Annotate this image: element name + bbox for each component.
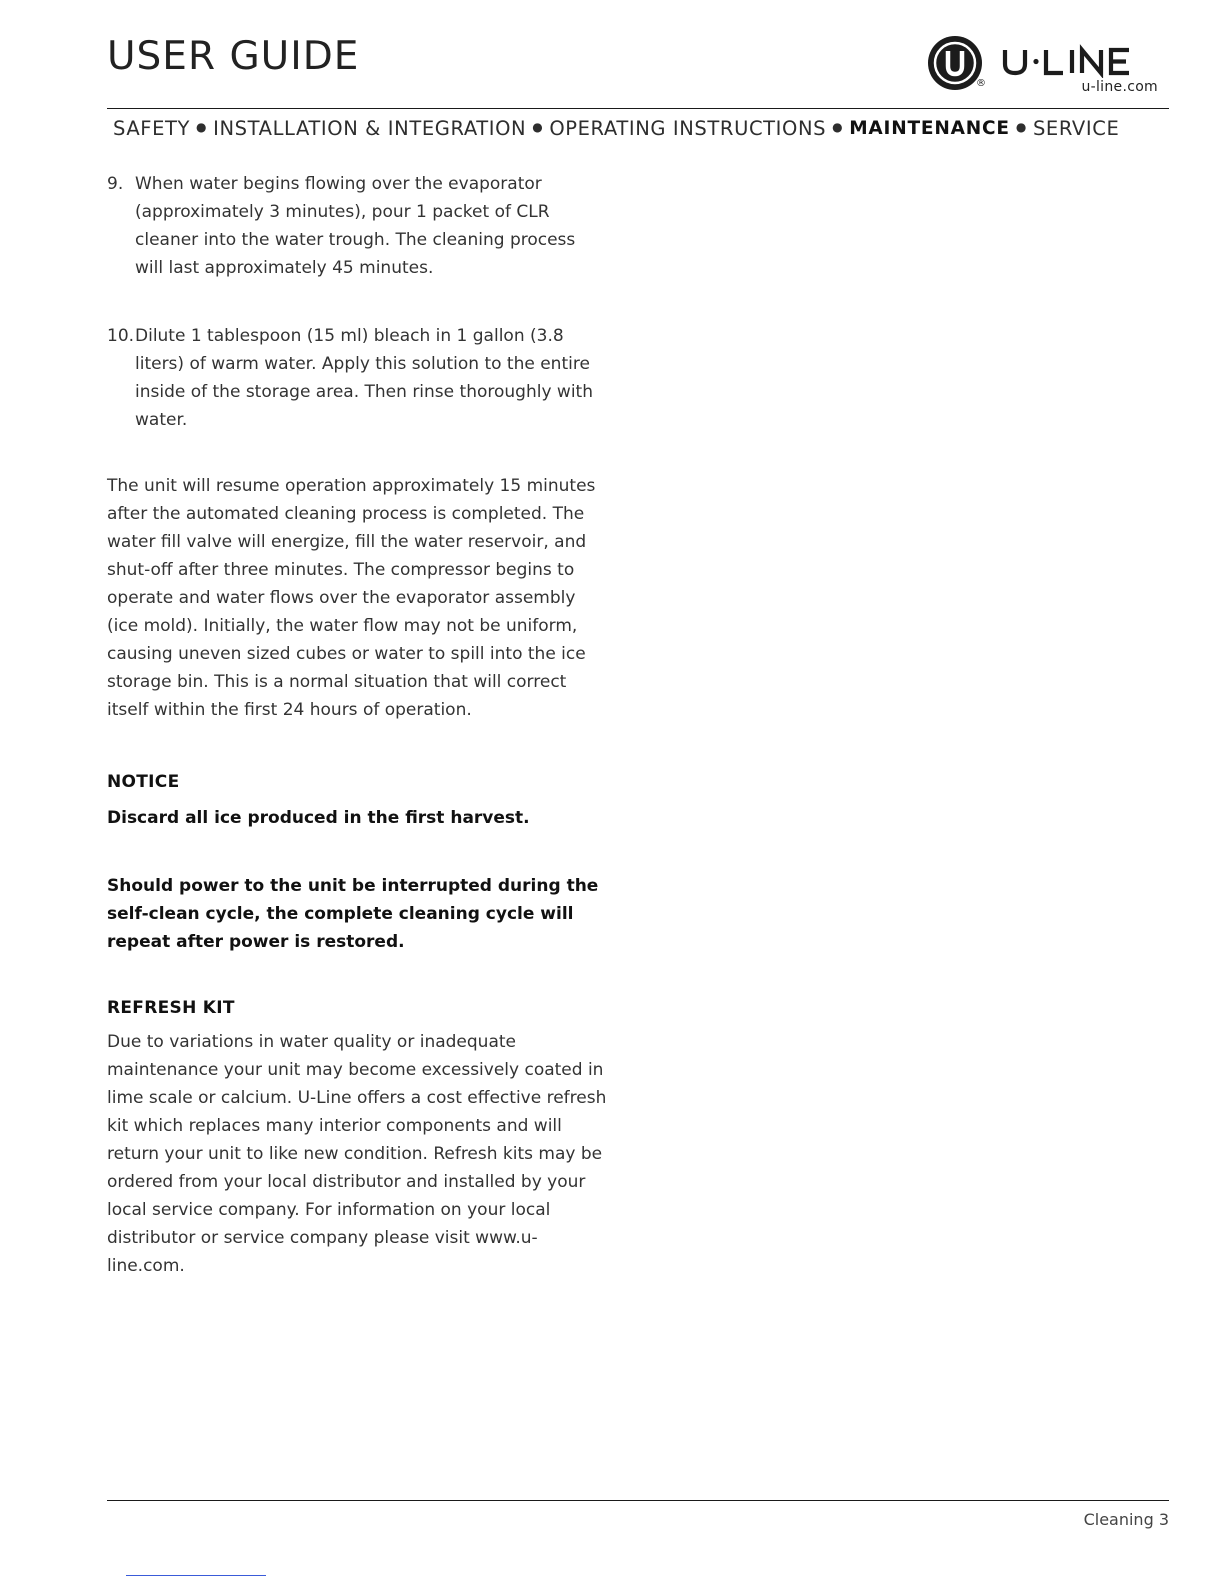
main-content: [107, 170, 607, 1280]
step-text: When water begins flowing over the evaporator (approximately 3 minutes), pour 1 packet of CLR cleaner into the water trough. The cleaning process will last approximately 45 minutes.: [135, 174, 576, 278]
step-number: 9.: [107, 174, 124, 194]
step-number: 10.: [107, 326, 135, 346]
footer-divider: [107, 1500, 1169, 1501]
notice-heading: NOTICE: [107, 772, 180, 792]
page-footer-label: Cleaning 3: [1083, 1510, 1169, 1529]
notice-discard-ice: Discard all ice produced in the first harvest.: [107, 808, 530, 828]
header-divider: [107, 108, 1169, 109]
page-title: USER GUIDE: [107, 34, 360, 79]
brand-logo[interactable]: [926, 34, 1162, 98]
refresh-kit-heading: REFRESH KIT: [107, 998, 235, 1018]
resume-operation-paragraph: The unit will resume operation approximately 15 minutes after the automated cleaning process is completed. The water fill valve will energize, fill the water reservoir, and shut-off after three minutes. The compressor begins to operate and water flows over the evaporator assembly (ice mold). Initially, the water flow may not be uniform, causing uneven sized cubes or water to spill into the ice storage bin. This is a normal situation that will correct itself within the first 24 hours of operation.: [107, 476, 596, 720]
nav-item-safety[interactable]: SAFETY: [113, 116, 191, 140]
step-text: Dilute 1 tablespoon (15 ml) bleach in 1 gallon (3.8 liters) of warm water. Apply this solution to the entire inside of the storage area. Then rinse thoroughly with water.: [135, 326, 593, 430]
nav-separator-icon: ●: [532, 120, 544, 134]
nav-item-maintenance[interactable]: MAINTENANCE: [849, 117, 1010, 139]
nav-item-service[interactable]: SERVICE: [1032, 116, 1120, 140]
hyperlink-underline: [126, 1575, 266, 1576]
instruction-step: [107, 170, 607, 282]
nav-item-installation[interactable]: INSTALLATION & INTEGRATION: [213, 116, 527, 140]
nav-item-operating[interactable]: OPERATING INSTRUCTIONS: [549, 116, 827, 140]
refresh-kit-paragraph: Due to variations in water quality or inadequate maintenance your unit may become excessively coated in lime scale or calcium. U-Line offers a cost effective refresh kit which replaces many interior components and will return your unit to like new condition. Refresh kits may be ordered from your local distributor and installed by your local service company. For information on your local distributor or service company please visit www.u-line.com.: [107, 1032, 607, 1276]
u-line-wordmark: [1001, 44, 1161, 78]
nav-separator-icon: ●: [196, 120, 208, 134]
logo-url: u-line.com: [1081, 79, 1158, 95]
registered-mark: ®: [976, 78, 986, 89]
nav-separator-icon: ●: [1015, 120, 1027, 134]
instruction-step: [107, 322, 607, 434]
nav-separator-icon: ●: [832, 120, 844, 134]
section-breadcrumb: [113, 115, 1169, 141]
notice-power-interruption: Should power to the unit be interrupted during the self-clean cycle, the complete cleaning cycle will repeat after power is restored.: [107, 876, 599, 952]
